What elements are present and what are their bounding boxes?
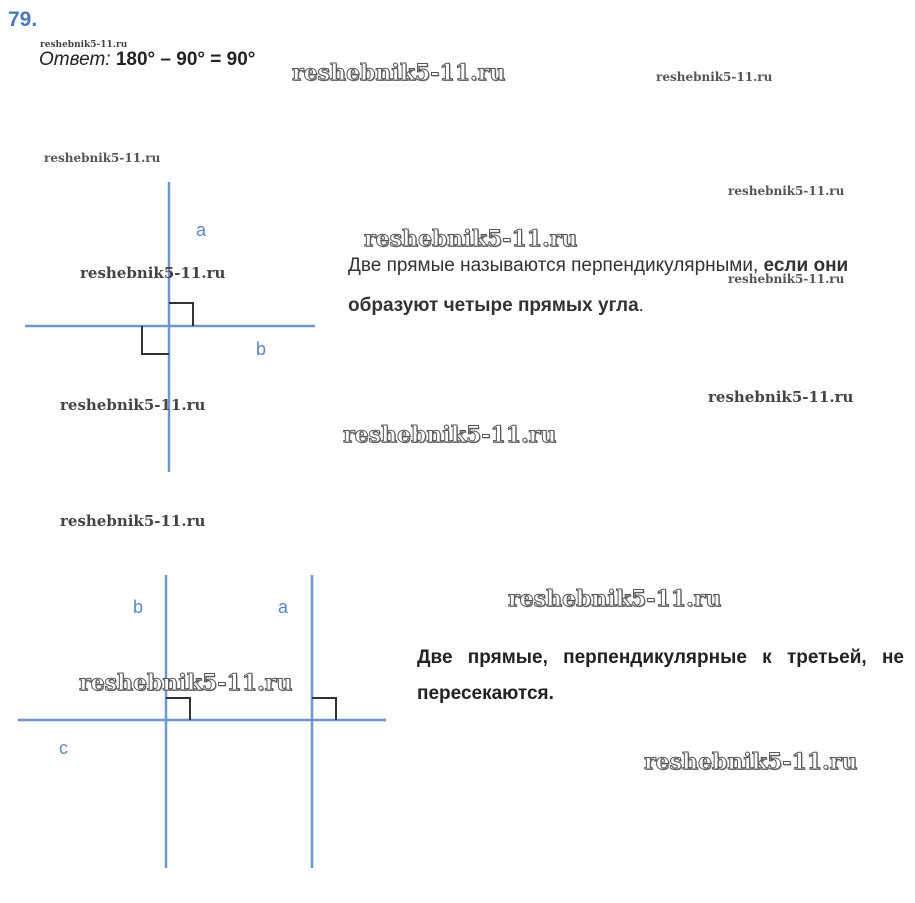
watermark: reshebnik5-11.ru [343, 422, 557, 448]
answer-label: Ответ: [39, 49, 111, 70]
watermark: reshebnik5-11.ru [656, 70, 773, 84]
watermark: reshebnik5-11.ru [40, 40, 128, 50]
watermark: reshebnik5-11.ru [80, 264, 226, 282]
statement-text: Две прямые, перпендикулярные к третьей, не пересекаются. [417, 647, 904, 704]
watermark: reshebnik5-11.ru [292, 60, 506, 86]
watermark: reshebnik5-11.ru [79, 670, 293, 696]
task-number: 79. [8, 8, 38, 31]
line-a-label: a [278, 597, 289, 617]
right-angle-mark [166, 698, 190, 720]
watermark: reshebnik5-11.ru [508, 586, 722, 612]
line-b-label: b [133, 597, 144, 617]
watermark: reshebnik5-11.ru [728, 184, 845, 198]
definition-part1: Две прямые называются перпендикулярными, [348, 255, 764, 276]
right-angle-mark [142, 326, 169, 354]
watermark: reshebnik5-11.ru [60, 512, 206, 530]
watermark: reshebnik5-11.ru [708, 388, 854, 406]
watermark: reshebnik5-11.ru [644, 749, 858, 775]
right-angle-mark [169, 303, 193, 326]
watermark: reshebnik5-11.ru [44, 151, 161, 165]
line-c-label: c [59, 738, 68, 758]
watermark: reshebnik5-11.ru [60, 396, 206, 414]
line-a-label: a [196, 220, 207, 240]
watermark: reshebnik5-11.ru [364, 226, 578, 252]
watermark: reshebnik5-11.ru [728, 272, 845, 286]
definition-part3: . [638, 295, 644, 316]
definition-text [348, 246, 908, 326]
right-angle-mark [312, 698, 336, 720]
definition-part2: если они образуют четыре прямых угла [348, 255, 849, 316]
answer-value: 180° – 90° = 90° [115, 49, 256, 70]
line-b-label: b [256, 339, 267, 359]
